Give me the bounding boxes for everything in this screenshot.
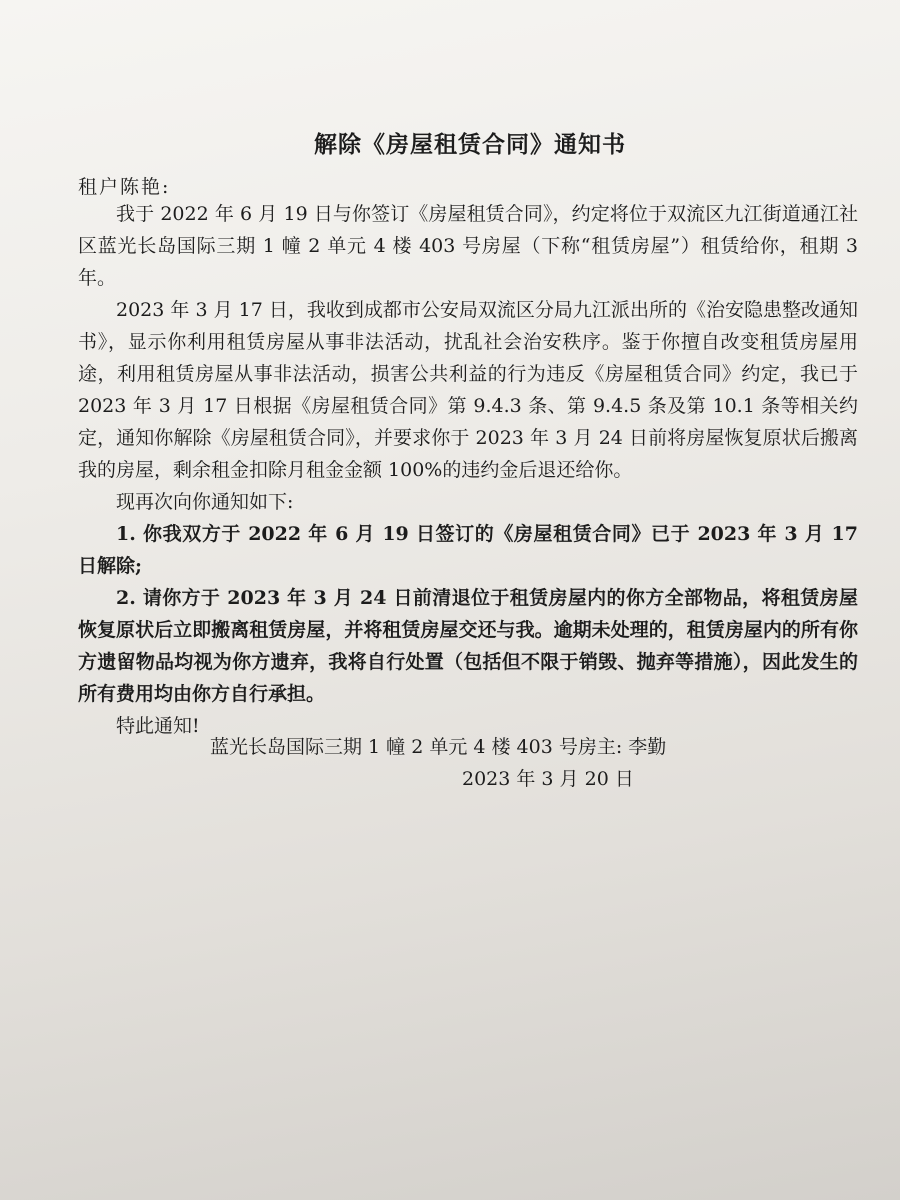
- salutation: 租户陈艳:: [78, 176, 171, 198]
- landlord-signature: 蓝光长岛国际三期 1 幢 2 单元 4 楼 403 号房主: 李勤: [210, 736, 667, 758]
- paragraph-notice-intro: 现再次向你通知如下:: [116, 491, 294, 513]
- paragraph-contract-summary: 我于 2022 年 6 月 19 日与你签订《房屋租赁合同》，约定将位于双流区九江街道通江社区蓝光长岛国际三期 1 幢 2 单元 4 楼 403 号房屋（下称“租赁房屋”）租赁给你，租期 3 年。: [78, 203, 858, 289]
- notice-item-2: 2. 请你方于 2023 年 3 月 24 日前清退位于租赁房屋内的你方全部物品，将租赁房屋恢复原状后立即搬离租赁房屋，并将租赁房屋交还与我。逾期未处理的，租赁房屋内的所有你方遗留物品均视为你方遗弃，我将自行处置（包括但不限于销毁、抛弃等措施），因此发生的所有费用均由你方自行承担。: [78, 587, 858, 705]
- closing-text: 特此通知!: [116, 715, 200, 737]
- document-body: [78, 198, 858, 742]
- document-title: 解除《房屋租赁合同》通知书: [314, 131, 626, 158]
- notice-item-1: 1. 你我双方于 2022 年 6 月 19 日签订的《房屋租赁合同》已于 2023 年 3 月 17 日解除;: [78, 523, 858, 577]
- notice-date: 2023 年 3 月 20 日: [462, 768, 634, 790]
- paragraph-police-notice: 2023 年 3 月 17 日，我收到成都市公安局双流区分局九江派出所的《治安隐患整改通知书》，显示你利用租赁房屋从事非法活动，扰乱社会治安秩序。鉴于你擅自改变租赁房屋用途，利用租赁房屋从事非法活动，损害公共利益的行为违反《房屋租赁合同》约定，我已于 2023 年 3 月 17 日根据《房屋租赁合同》第 9.4.3 条、第 9.4.5 条及第 10.1 条等相关约定，通知你解除《房屋租赁合同》，并要求你于 2023 年 3 月 24 日前将房屋恢复原状后搬离我的房屋，剩余租金扣除月租金金额 100%的违约金后退还给你。: [78, 299, 858, 481]
